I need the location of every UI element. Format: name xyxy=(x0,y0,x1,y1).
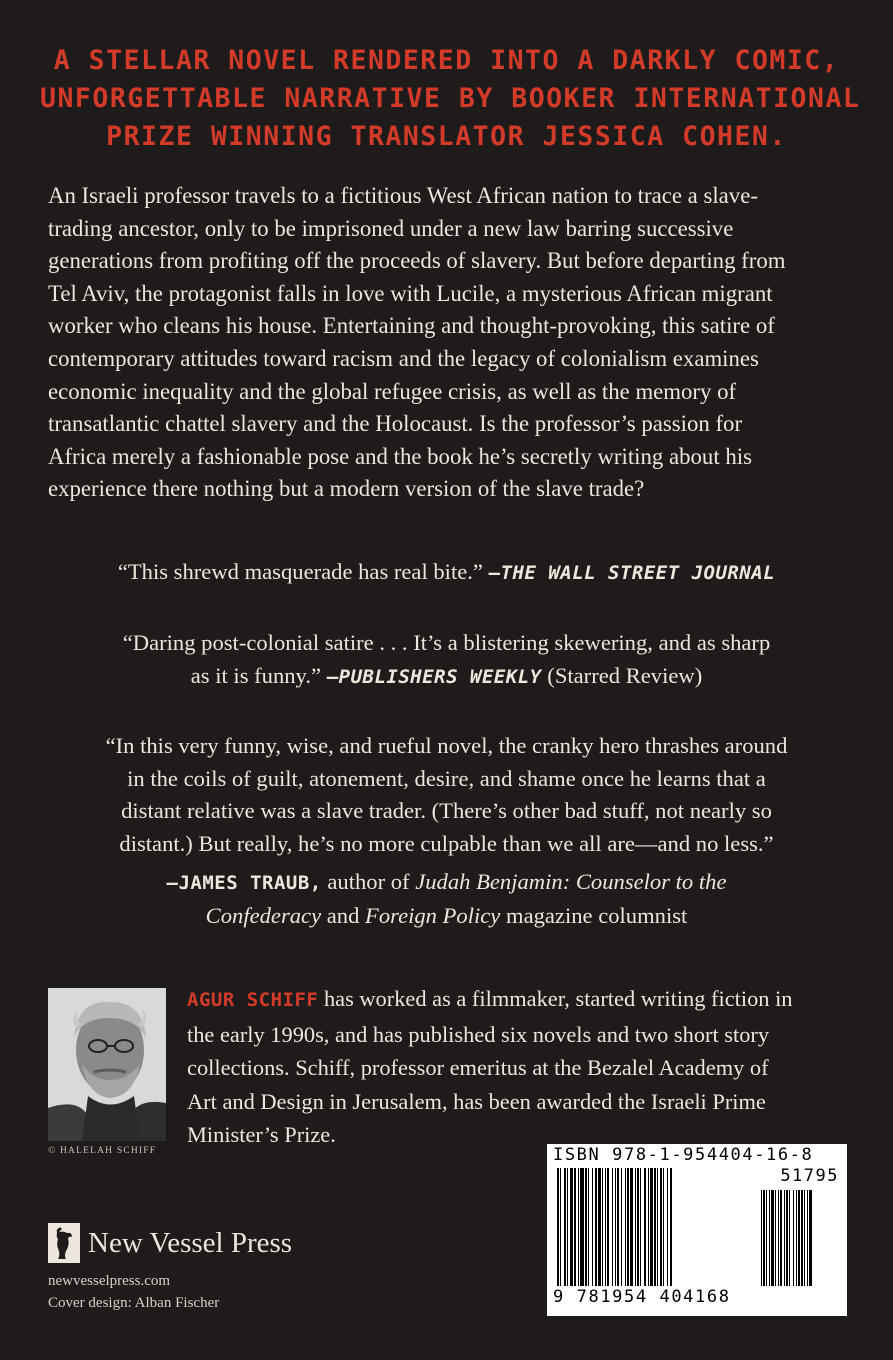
attribution-text: and xyxy=(321,902,366,928)
bio-line: Minister’s Prize. xyxy=(187,1122,336,1148)
quote-text: “In this very funny, wise, and rueful novel, the cranky hero thrashes around xyxy=(105,733,788,758)
attribution-text: magazine columnist xyxy=(500,902,688,928)
quote-source: JAMES TRAUB, xyxy=(178,872,322,895)
blurb-line: worker who cleans his house. Entertaining and thought-provoking, this satire of xyxy=(48,313,775,339)
bio-line: Art and Design in Jerusalem, has been awarded the Israeli Prime xyxy=(187,1088,766,1114)
cover-design-credit: Cover design: Alban Fischer xyxy=(48,1295,220,1311)
isbn-label: ISBN 978-1-954404-16-8 xyxy=(553,1145,814,1165)
barcode-bar xyxy=(635,1168,636,1286)
addon-bar xyxy=(798,1190,800,1286)
quote-source: PUBLISHERS WEEKLY xyxy=(338,665,542,688)
barcode-bar xyxy=(663,1168,664,1286)
bio-line: collections. Schiff, professor emeritus at the Bezalel Academy of xyxy=(187,1055,769,1081)
barcode-bar xyxy=(598,1168,601,1286)
barcode-bar xyxy=(617,1168,619,1286)
quote-text: distant.) But really, he’s no more culpable than we all are—and no less.” xyxy=(119,830,774,856)
bio-line: has worked as a filmmaker, started writing fiction in xyxy=(318,986,793,1011)
blurb-line: experience there nothing but a modern version of the slave trade? xyxy=(48,476,645,502)
quote-suffix: (Starred Review) xyxy=(541,662,703,688)
attribution-book: Confederacy xyxy=(205,902,322,928)
headline-line: A STELLAR NOVEL RENDERED INTO A DARKLY COMIC, xyxy=(53,45,840,76)
barcode-bar xyxy=(615,1168,616,1286)
price-code: 51795 xyxy=(780,1166,839,1186)
blurb-line: generations from profiting off the proceeds of slavery. But before departing from xyxy=(48,248,786,274)
addon-bar xyxy=(793,1190,794,1286)
barcode-bar xyxy=(660,1168,662,1286)
barcode-bar xyxy=(588,1168,589,1286)
publisher-logo xyxy=(48,1222,292,1264)
addon-bar xyxy=(763,1190,765,1286)
quote-text: distant relative was a slave trader. (There’s other bad stuff, not nearly so xyxy=(121,798,772,824)
blurb-line: An Israeli professor travels to a fictitious West African nation to trace a slave- xyxy=(48,183,758,208)
addon-bar xyxy=(761,1190,762,1286)
blurb-line: Tel Aviv, the protagonist falls in love with Lucile, a mysterious African migrant xyxy=(48,280,773,306)
quote-text: in the coils of guilt, atonement, desire, and shame once he learns that a xyxy=(127,765,766,791)
barcode-bar xyxy=(564,1168,566,1286)
headline xyxy=(40,42,861,156)
addon-bar xyxy=(784,1190,785,1286)
author-photo xyxy=(48,988,166,1141)
barcode-bar xyxy=(637,1168,639,1286)
blurb-line: contemporary attitudes toward racism and the legacy of colonialism examines xyxy=(48,345,759,371)
barcode-bar xyxy=(667,1168,668,1286)
addon-bar xyxy=(807,1190,808,1286)
photo-credit: © HALELAH SCHIFF xyxy=(48,1146,157,1156)
attribution-magazine: Foreign Policy xyxy=(365,902,501,928)
addon-bar xyxy=(804,1190,805,1286)
barcode-bar xyxy=(585,1168,587,1286)
barcode-bar xyxy=(607,1168,609,1286)
barcode-bar xyxy=(654,1168,656,1286)
barcode-bar xyxy=(657,1168,658,1286)
addon-bar xyxy=(786,1190,788,1286)
book-description xyxy=(48,180,848,506)
barcode-bar xyxy=(595,1168,597,1286)
barcode-bar xyxy=(560,1168,561,1286)
attribution-text: author of xyxy=(321,869,416,895)
headline-line: PRIZE WINNING TRANSLATOR JESSICA COHEN. xyxy=(106,121,787,152)
blurb-line: transatlantic chattel slavery and the Holocaust. Is the professor’s passion for xyxy=(48,411,743,437)
blurb-line: trading ancestor, only to be imprisoned under a new law barring successive xyxy=(48,215,734,241)
barcode-bar xyxy=(644,1168,646,1286)
attribution-book: Judah Benjamin: Counselor to the xyxy=(415,869,727,895)
headline-line: UNFORGETTABLE NARRATIVE BY BOOKER INTERNATIONAL xyxy=(40,83,861,114)
publisher-website: newvesselpress.com xyxy=(48,1273,171,1289)
barcode-bar xyxy=(670,1168,672,1286)
barcode-bar xyxy=(627,1168,629,1286)
addon-bar xyxy=(769,1190,770,1286)
author-portrait-icon xyxy=(48,988,166,1141)
publisher-name: New Vessel Press xyxy=(88,1226,293,1259)
addon-bar xyxy=(771,1190,774,1286)
quote-text: “Daring post-colonial satire . . . It’s a blistering skewering, and as sharp xyxy=(122,630,771,655)
barcode-bar xyxy=(630,1168,633,1286)
quote-text: as it is funny.” xyxy=(190,662,327,688)
addon-bar xyxy=(775,1190,776,1286)
author-bio xyxy=(187,982,857,1152)
review-quote-wsj xyxy=(40,556,853,590)
addon-bar xyxy=(778,1190,779,1286)
footer-info xyxy=(48,1270,219,1314)
quote-dash: — xyxy=(326,665,339,688)
barcode-bar xyxy=(574,1168,576,1286)
addon-bar xyxy=(780,1190,782,1286)
review-quote-pw xyxy=(40,627,853,693)
vessel-logo-icon xyxy=(48,1223,80,1263)
barcode-bar xyxy=(567,1168,568,1286)
addon-bar xyxy=(796,1190,797,1286)
ean-digits: 9 781954 404168 xyxy=(553,1287,731,1307)
review-quote-traub xyxy=(40,730,853,933)
bio-line: the early 1990s, and has published six novels and two short story xyxy=(187,1021,770,1047)
barcode-bar xyxy=(612,1168,613,1286)
addon-bar xyxy=(801,1190,803,1286)
barcode-bar xyxy=(557,1168,559,1286)
addon-bar xyxy=(789,1190,790,1286)
barcode-bar xyxy=(580,1168,584,1286)
blurb-line: Africa merely a fashionable pose and the book he’s secretly writing about his xyxy=(48,443,752,469)
barcode-bar xyxy=(605,1168,606,1286)
barcode-bar xyxy=(625,1168,626,1286)
quote-text: “This shrewd masquerade has real bite.” xyxy=(117,559,489,584)
author-name: AGUR SCHIFF xyxy=(187,989,319,1011)
quote-dash: — xyxy=(166,872,179,895)
barcode-bar xyxy=(640,1168,641,1286)
barcode-bar xyxy=(578,1168,579,1286)
quote-dash: — xyxy=(488,562,501,584)
barcode-bar xyxy=(648,1168,649,1286)
barcode-bar xyxy=(592,1168,593,1286)
barcode-bar xyxy=(602,1168,603,1286)
blurb-line: economic inequality and the global refugee crisis, as well as the memory of xyxy=(48,378,737,404)
addon-bar xyxy=(809,1190,812,1286)
barcode-bar xyxy=(621,1168,622,1286)
barcode-bar xyxy=(650,1168,653,1286)
barcode xyxy=(547,1144,847,1316)
barcode-bar xyxy=(570,1168,573,1286)
quote-source: THE WALL STREET JOURNAL xyxy=(500,562,776,584)
addon-bar xyxy=(766,1190,767,1286)
